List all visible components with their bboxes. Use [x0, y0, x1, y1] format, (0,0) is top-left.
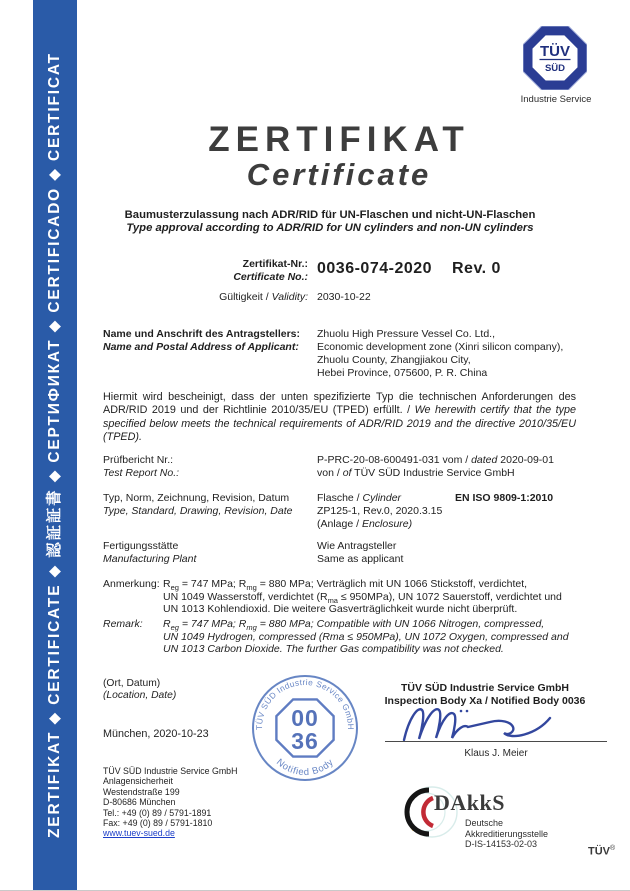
stamp-bottom-text: Notified Body — [274, 756, 336, 779]
signature-icon — [398, 702, 578, 744]
test-report-line2: von / of TÜV SÜD Industrie Service GmbH — [317, 467, 515, 479]
issuer-website-link: www.tuev-sued.de — [103, 828, 175, 839]
remark-de-line: UN 1013 Kohlendioxid. Die weitere Gasverträglichkeit wurde nicht überprüft. — [163, 603, 518, 616]
certificate-number: 0036-074-2020 — [317, 260, 433, 277]
standard-value: EN ISO 9809-1:2010 — [455, 492, 554, 504]
signature-line — [385, 741, 607, 742]
remark-de-line: UN 1049 Wasserstoff, verdichtet $(R_{ma} \le 950MPa)$, UN 1072 Sauerstoff, verdichtet und — [163, 590, 562, 605]
dakks-details — [465, 818, 548, 850]
issuer-address-line: Fax: +49 (0) 89 / 5791-1810 — [103, 818, 213, 829]
certificate-no-label-en: Certificate No.: — [233, 270, 308, 283]
test-report-line1: P-PRC-20-08-600491-031 vom / dated 2020-09-01 — [317, 454, 554, 466]
place-date-label-en: (Location, Date) — [103, 690, 177, 701]
remark-label-de: Anmerkung: — [103, 578, 160, 590]
tuv-sud-octagon-icon — [523, 26, 587, 90]
drawing-value: ZP125-1, Rev.0, 2020.3.15 — [317, 505, 443, 517]
inspection-body-name: TÜV SÜD Industrie Service GmbH — [400, 682, 570, 694]
issuer-address-line: Anlagensicherheit — [103, 776, 173, 787]
type-label-de: Typ, Norm, Zeichnung, Revision, Datum — [103, 492, 290, 504]
validity-label: Gültigkeit / Validity: — [219, 291, 308, 303]
remark-en-line: $R_{eg} = 747$ MPa; $R_{mg} = 880$ MPa; Compatible with UN 1066 Nitrogen, compressed, — [163, 618, 545, 633]
logo-sud-text: SÜD — [544, 63, 566, 74]
stamp-top-text: TÜV SÜD Industrie Service GmbH — [253, 676, 357, 731]
inspection-body-role: Inspection Body Xa / Notified Body 0036 — [384, 694, 586, 707]
tuv-trademark-text: TÜV — [588, 845, 610, 858]
issuer-address-line: Tel.: +49 (0) 89 / 5791-1891 — [103, 807, 212, 818]
plant-label-en: Manufacturing Plant — [103, 553, 197, 565]
issuer-address-block — [103, 766, 237, 839]
plant-value-de: Wie Antragsteller — [317, 540, 397, 552]
remark-en-line: UN 1049 Hydrogen, compressed (Rma ≤ 950MPa), UN 1072 Oxygen, compressed and — [163, 630, 569, 643]
type-value: Flasche / Cylinder — [317, 492, 402, 504]
validity-value: 2030-10-22 — [317, 291, 371, 303]
applicant-line: Zhuolu County, Zhangjiakou City, — [317, 354, 471, 366]
applicant-label-en: Name and Postal Address of Applicant: — [103, 341, 299, 353]
applicant-address — [317, 328, 563, 380]
type-label-en: Type, Standard, Drawing, Revision, Date — [103, 505, 293, 517]
remark-de — [163, 578, 562, 616]
dakks-wordmark: DAkkS — [434, 790, 505, 815]
plant-label-de: Fertigungsstätte — [103, 540, 179, 552]
stamp-number-top: 00 — [291, 705, 319, 731]
statement-de: Hiermit wird bescheinigt, dass der unten spezifizierte Typ die technischen Anforderungen des ADR/RID 2019 und der Richtlinie 2010/35/EU (TPED) erfüllt. / — [103, 391, 576, 417]
signer-name: Klaus J. Meier — [464, 748, 528, 759]
place-date-label-de: (Ort, Datum) — [103, 678, 161, 689]
remark-label-en: Remark: — [103, 618, 143, 630]
issuer-address-line: Westendstraße 199 — [103, 786, 180, 797]
issuer-address-line: D-80686 München — [103, 797, 176, 808]
test-report-label-de: Prüfbericht Nr.: — [103, 454, 174, 466]
city-date: München, 2020-10-23 — [103, 728, 209, 740]
logo-caption: Industrie Service — [520, 94, 592, 105]
applicant-line: Economic development zone (Xinri silicon company), — [317, 341, 564, 353]
remark-de-line: $R_{eg} = 747$ MPa; $R_{mg} = 880$ MPa; Verträglich mit UN 1066 Stickstoff, verdichtet, — [163, 578, 528, 593]
stamp-icon — [249, 672, 361, 784]
dakks-detail-line: Deutsche — [465, 818, 504, 828]
applicant-line: Zhuolu High Pressure Vessel Co. Ltd., — [317, 328, 496, 340]
sidebar-banner-text: ZERTIFIKAT ◆ CERTIFICATE ◆ 認証証書 ◆ СЕРТИФИКАТ ◆ CERTIFICADO ◆ CERTIFICAT — [46, 52, 63, 838]
sidebar-banner — [33, 0, 77, 890]
test-report-label-en: Test Report No.: — [103, 467, 180, 479]
logo-tuv-text: TÜV — [540, 43, 570, 60]
issuer-address-line: TÜV SÜD Industrie Service GmbH — [103, 766, 238, 776]
certification-statement — [103, 391, 576, 445]
applicant-label-de: Name und Anschrift des Antragstellers: — [103, 328, 301, 340]
subtitle-en: Type approval according to ADR/RID for UN cylinders and non-UN cylinders — [126, 222, 534, 234]
statement-en: We herewith certify that the type specified below meets the technical requirements of ADR/RID 2019 and the directive 2010/35/EU (TPED). — [103, 404, 576, 444]
plant-value-en: Same as applicant — [317, 553, 404, 565]
tuv-sud-logo — [523, 26, 587, 90]
applicant-line: Hebei Province, 075600, P. R. China — [317, 367, 488, 379]
page-title-de: ZERTIFIKAT — [208, 120, 470, 159]
subtitle-de: Baumusterzulassung nach ADR/RID für UN-Flaschen und nicht-UN-Flaschen — [124, 209, 536, 221]
notified-body-stamp — [249, 672, 361, 784]
stamp-number-bottom: 36 — [291, 728, 319, 754]
tuv-trademark — [588, 845, 615, 858]
remark-en — [163, 618, 569, 656]
remark-en-line: UN 1013 Carbon Dioxide. The further Gas compatibility was not checked. — [163, 643, 504, 656]
enclosure-note: (Anlage / Enclosure) — [317, 518, 413, 530]
certificate-no-label-de: Zertifikat-Nr.: — [242, 258, 308, 270]
registered-mark: ® — [610, 845, 616, 852]
certificate-revision: Rev. 0 — [452, 260, 501, 277]
dakks-detail-line: Akkreditierungsstelle — [465, 828, 549, 839]
dakks-detail-line: D-IS-14153-02-03 — [465, 839, 538, 850]
page-title-en: Certificate — [246, 157, 432, 192]
signature — [398, 702, 578, 744]
